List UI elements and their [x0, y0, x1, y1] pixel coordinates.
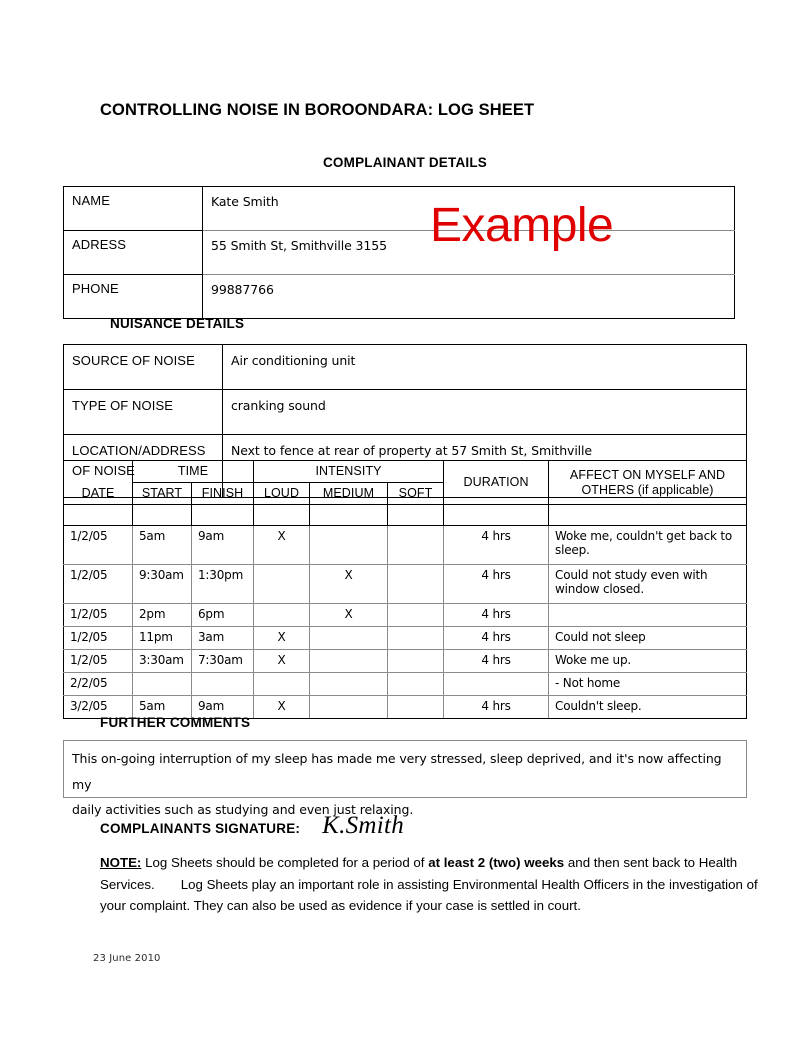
note-keyword: NOTE: — [100, 855, 142, 870]
log-cell-soft[interactable] — [388, 604, 444, 627]
nuisance-label-type: TYPE OF NOISE — [64, 390, 223, 435]
table-row — [64, 187, 735, 231]
log-cell-affect[interactable]: Could not study even with window closed. — [549, 565, 747, 604]
further-comments-line1: This on-going interruption of my sleep has made me very stressed, sleep deprived, and it's now affecting my — [72, 751, 722, 792]
noise-log-table — [63, 460, 747, 719]
nuisance-label-source: SOURCE OF NOISE — [64, 345, 223, 390]
log-cell-loud[interactable] — [254, 565, 310, 604]
log-cell-soft[interactable] — [388, 526, 444, 565]
log-header-time-group: TIME — [133, 461, 254, 483]
log-header-spacer-soft — [388, 505, 444, 526]
complainant-label-name: NAME — [64, 187, 203, 231]
table-row — [64, 565, 747, 604]
nuisance-label-location-line2: OF NOISE — [72, 463, 135, 479]
log-cell-loud[interactable]: X — [254, 526, 310, 565]
footer-date: 23 June 2010 — [93, 953, 161, 964]
log-header-spacer-duration — [444, 505, 549, 526]
log-cell-affect[interactable]: Woke me up. — [549, 650, 747, 673]
log-cell-date[interactable]: 1/2/05 — [64, 526, 133, 565]
log-cell-date[interactable]: 1/2/05 — [64, 650, 133, 673]
log-cell-finish[interactable]: 3am — [192, 627, 254, 650]
table-row — [64, 345, 747, 390]
note-emphasis: at least 2 (two) weeks — [428, 855, 565, 870]
log-header-spacer-start — [133, 505, 192, 526]
log-cell-start[interactable]: 3:30am — [133, 650, 192, 673]
log-header-spacer-affect — [549, 505, 747, 526]
log-cell-date[interactable]: 1/2/05 — [64, 604, 133, 627]
note-text-part2: and then sent back to Health Services. — [100, 855, 738, 892]
log-cell-affect[interactable]: - Not home — [549, 673, 747, 696]
log-cell-medium[interactable] — [310, 526, 388, 565]
log-header-loud: LOUD — [254, 483, 310, 505]
log-cell-affect[interactable]: Could not sleep — [549, 627, 747, 650]
nuisance-value-location[interactable]: Next to fence at rear of property at 57 Smith St, Smithville — [223, 435, 747, 498]
log-cell-date[interactable]: 1/2/05 — [64, 627, 133, 650]
log-cell-soft[interactable] — [388, 565, 444, 604]
log-cell-finish[interactable]: 6pm — [192, 604, 254, 627]
log-cell-medium[interactable]: X — [310, 565, 388, 604]
nuisance-label-location-line1: LOCATION/ADDRESS — [72, 443, 206, 458]
complainant-details-heading: COMPLAINANT DETAILS — [322, 155, 488, 170]
log-cell-loud[interactable] — [254, 673, 310, 696]
log-header-row-group — [64, 461, 747, 483]
log-cell-date[interactable]: 3/2/05 — [64, 696, 133, 719]
log-header-start: START — [133, 483, 192, 505]
nuisance-value-source[interactable]: Air conditioning unit — [223, 345, 747, 390]
log-cell-duration[interactable]: 4 hrs — [444, 526, 549, 565]
log-cell-soft[interactable] — [388, 696, 444, 719]
log-cell-duration[interactable]: 4 hrs — [444, 696, 549, 719]
log-header-spacer-row — [64, 505, 747, 526]
log-cell-loud[interactable]: X — [254, 696, 310, 719]
further-comments-box[interactable] — [63, 740, 747, 818]
table-row — [64, 604, 747, 627]
log-cell-loud[interactable] — [254, 604, 310, 627]
log-cell-affect[interactable]: Woke me, couldn't get back to sleep. — [549, 526, 747, 565]
table-row — [64, 390, 747, 435]
log-cell-duration[interactable]: 4 hrs — [444, 565, 549, 604]
complainant-label-phone: PHONE — [64, 275, 203, 319]
log-cell-finish[interactable]: 9am — [192, 696, 254, 719]
log-header-spacer-finish — [192, 505, 254, 526]
note-text-part3: Log Sheets play an important role in assisting Environmental Health Officers in the investigation of your complaint. They can also be used as evidence if your case is settled in court. — [100, 876, 758, 914]
log-header-affect-line2: OTHERS (if applicable) — [581, 482, 714, 497]
log-cell-medium[interactable]: X — [310, 604, 388, 627]
complainant-value-address[interactable]: 55 Smith St, Smithville 3155 — [203, 231, 735, 275]
log-header-affect-line1: AFFECT ON MYSELF AND — [569, 467, 726, 482]
log-cell-duration[interactable]: 4 hrs — [444, 604, 549, 627]
complainant-label-address: ADRESS — [64, 231, 203, 275]
table-row — [64, 526, 747, 565]
nuisance-value-type[interactable]: cranking sound — [223, 390, 747, 435]
noise-log-body — [64, 526, 747, 719]
signature-row — [100, 812, 404, 840]
table-row — [64, 231, 735, 275]
log-header-soft: SOFT — [388, 483, 444, 505]
log-cell-start[interactable]: 5am — [133, 696, 192, 719]
log-cell-start[interactable]: 9:30am — [133, 565, 192, 604]
log-cell-medium[interactable] — [310, 696, 388, 719]
log-header-spacer-loud — [254, 505, 310, 526]
log-cell-finish[interactable] — [192, 673, 254, 696]
log-cell-duration[interactable] — [444, 673, 549, 696]
further-comments-line2: daily activities such as studying and even just relaxing. — [72, 802, 414, 818]
log-cell-finish[interactable]: 1:30pm — [192, 565, 254, 604]
further-comments-heading: FURTHER COMMENTS — [100, 715, 251, 730]
signature-label: COMPLAINANTS SIGNATURE: — [100, 821, 301, 836]
log-cell-duration[interactable]: 4 hrs — [444, 627, 549, 650]
page-title: CONTROLLING NOISE IN BOROONDARA: LOG SHEET — [100, 101, 535, 119]
log-cell-soft[interactable] — [388, 627, 444, 650]
log-cell-duration[interactable]: 4 hrs — [444, 650, 549, 673]
log-header-spacer-date — [64, 505, 133, 526]
nuisance-details-heading: NUISANCE DETAILS — [110, 316, 245, 331]
log-cell-affect[interactable] — [549, 604, 747, 627]
log-header-affect — [549, 461, 747, 505]
complainant-value-phone[interactable]: 99887766 — [203, 275, 735, 319]
log-cell-start[interactable]: 2pm — [133, 604, 192, 627]
note-paragraph — [100, 852, 768, 917]
table-row — [64, 275, 735, 319]
log-cell-medium[interactable] — [310, 673, 388, 696]
log-header-spacer-medium — [310, 505, 388, 526]
note-text-part1: Log Sheets should be completed for a period of — [145, 855, 425, 870]
log-header-intensity-group: INTENSITY — [254, 461, 444, 483]
log-cell-finish[interactable]: 7:30am — [192, 650, 254, 673]
log-header-date: DATE — [64, 461, 133, 505]
table-row — [64, 673, 747, 696]
log-cell-date[interactable]: 2/2/05 — [64, 673, 133, 696]
table-row — [64, 627, 747, 650]
log-cell-soft[interactable] — [388, 650, 444, 673]
log-cell-soft[interactable] — [388, 673, 444, 696]
log-cell-loud[interactable]: X — [254, 627, 310, 650]
log-cell-start[interactable] — [133, 673, 192, 696]
log-cell-start[interactable]: 11pm — [133, 627, 192, 650]
table-row — [64, 650, 747, 673]
signature-value[interactable]: K.Smith — [322, 812, 405, 839]
log-cell-start[interactable]: 5am — [133, 526, 192, 565]
log-cell-finish[interactable]: 9am — [192, 526, 254, 565]
log-header-medium: MEDIUM — [310, 483, 388, 505]
log-cell-medium[interactable] — [310, 627, 388, 650]
log-header-duration: DURATION — [444, 461, 549, 505]
example-watermark: Example — [430, 199, 614, 252]
log-cell-affect[interactable]: Couldn't sleep. — [549, 696, 747, 719]
log-cell-date[interactable]: 1/2/05 — [64, 565, 133, 604]
log-cell-loud[interactable]: X — [254, 650, 310, 673]
log-header-finish: FINISH — [192, 483, 254, 505]
complainant-details-table — [63, 186, 735, 319]
log-cell-medium[interactable] — [310, 650, 388, 673]
complainant-value-name[interactable]: Kate Smith — [203, 187, 735, 231]
